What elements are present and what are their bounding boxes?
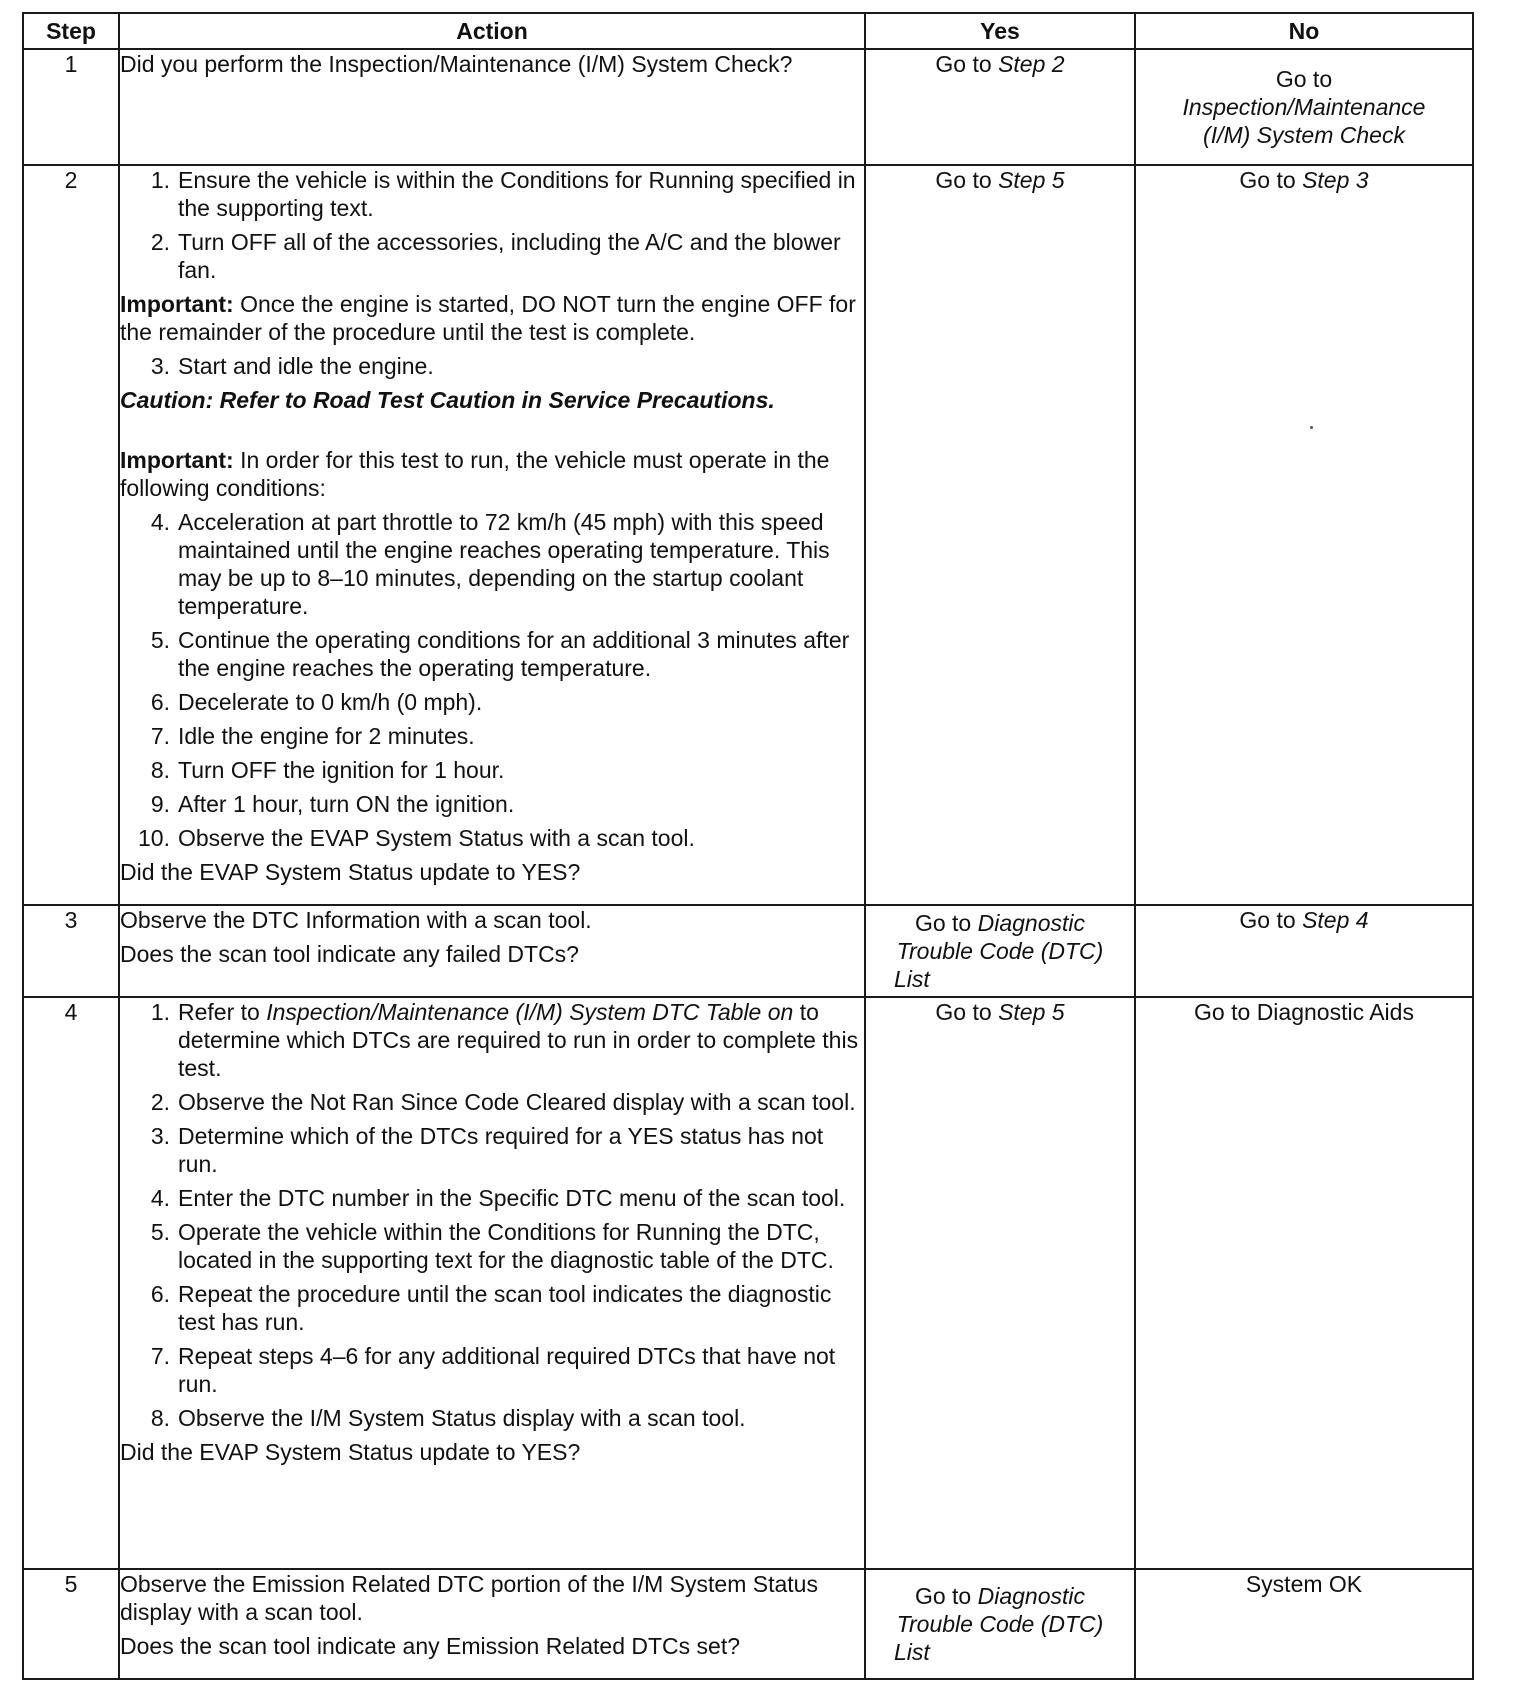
item-text-prefix: Refer to bbox=[178, 999, 267, 1026]
yes-link-line2[interactable]: Trouble Code (DTC) bbox=[896, 1610, 1104, 1637]
table-row bbox=[23, 905, 1473, 997]
no-prefix: Go to bbox=[1239, 907, 1303, 934]
list-item bbox=[120, 1280, 864, 1336]
no-cell bbox=[1135, 165, 1473, 905]
header-row bbox=[23, 13, 1473, 49]
yes-cell bbox=[865, 905, 1135, 997]
caution-note: Caution: Refer to Road Test Caution in Service Precautions. bbox=[120, 387, 775, 414]
yes-prefix: Go to bbox=[935, 51, 999, 77]
item-number: 6. bbox=[150, 689, 170, 716]
item-text: Turn OFF the ignition for 1 hour. bbox=[178, 757, 505, 784]
yes-link-line1[interactable]: Diagnostic bbox=[977, 1582, 1086, 1609]
item-text: Continue the operating conditions for an additional 3 minutes after the engine reaches the operating temperature. bbox=[178, 627, 850, 682]
yes-prefix: Go to bbox=[914, 1582, 978, 1609]
item-text bbox=[178, 998, 864, 1082]
no-link-line1[interactable]: Inspection/Maintenance bbox=[1182, 94, 1426, 121]
item-text: Ensure the vehicle is within the Conditions for Running specified in the supporting text. bbox=[178, 167, 856, 222]
yes-link-line1[interactable]: Diagnostic bbox=[977, 910, 1086, 937]
item-number: 5. bbox=[150, 627, 170, 654]
list-item bbox=[120, 352, 864, 380]
list-item bbox=[120, 824, 864, 852]
list-item bbox=[120, 688, 864, 716]
step-number: 5 bbox=[23, 1569, 119, 1679]
list-item bbox=[120, 1122, 864, 1178]
yes-link-line2[interactable]: Trouble Code (DTC) bbox=[896, 938, 1104, 965]
item-text: Acceleration at part throttle to 72 km/h (45 mph) with this speed maintained until the engine reaches operating temperature. This may be up to 8–10 minutes, depending on the startup coolant temperature. bbox=[178, 509, 830, 620]
no-cell bbox=[1135, 1569, 1473, 1679]
item-number: 4. bbox=[150, 509, 170, 536]
step-number: 2 bbox=[23, 165, 119, 905]
instruction-text: Observe the DTC Information with a scan tool. bbox=[120, 907, 592, 934]
question-text: Does the scan tool indicate any failed DTCs? bbox=[120, 941, 579, 968]
list-item bbox=[120, 1342, 864, 1398]
item-number: 2. bbox=[150, 229, 170, 256]
important-note bbox=[120, 446, 864, 502]
item-number: 7. bbox=[150, 723, 170, 750]
yes-link[interactable]: Step 5 bbox=[998, 999, 1065, 1026]
header-step: Step bbox=[23, 13, 119, 49]
item-text: Operate the vehicle within the Conditions for Running the DTC, located in the supporting text for the diagnostic table of the DTC. bbox=[178, 1219, 834, 1274]
instruction-text: Observe the Emission Related DTC portion of the I/M System Status display with a scan tool. bbox=[120, 1570, 818, 1625]
no-prefix: Go to bbox=[1275, 66, 1333, 93]
question-text: Does the scan tool indicate any Emission Related DTCs set? bbox=[120, 1632, 741, 1659]
item-number: 9. bbox=[150, 791, 170, 818]
procedure-list bbox=[120, 166, 864, 284]
no-cell bbox=[1135, 997, 1473, 1568]
important-label: Important: bbox=[120, 291, 234, 318]
item-text: Decelerate to 0 km/h (0 mph). bbox=[178, 689, 483, 716]
action-cell bbox=[119, 997, 865, 1568]
yes-link[interactable]: Step 2 bbox=[998, 51, 1065, 77]
item-text-suffix: to determine which DTCs are required to run in order to complete this test. bbox=[178, 999, 859, 1082]
list-item bbox=[120, 998, 864, 1082]
list-item bbox=[120, 756, 864, 784]
step-number: 1 bbox=[23, 49, 119, 165]
item-text: After 1 hour, turn ON the ignition. bbox=[178, 791, 515, 818]
no-link[interactable]: Go to Diagnostic Aids bbox=[1194, 999, 1414, 1026]
action-cell bbox=[119, 165, 865, 905]
item-text: Observe the I/M System Status display with a scan tool. bbox=[178, 1405, 746, 1432]
item-number: 8. bbox=[150, 757, 170, 784]
yes-link-line3[interactable]: List bbox=[894, 1638, 930, 1665]
important-note bbox=[120, 290, 864, 346]
item-text: Determine which of the DTCs required for a YES status has not run. bbox=[178, 1123, 824, 1178]
dtc-table-link[interactable]: Inspection/Maintenance (I/M) System DTC Table on bbox=[266, 999, 794, 1026]
list-item bbox=[120, 1184, 864, 1212]
diagnostic-table bbox=[22, 12, 1474, 1680]
no-link[interactable]: Step 4 bbox=[1302, 907, 1369, 934]
header-action: Action bbox=[119, 13, 865, 49]
yes-cell bbox=[865, 165, 1135, 905]
procedure-list bbox=[120, 998, 864, 1432]
item-text: Repeat the procedure until the scan tool indicates the diagnostic test has run. bbox=[178, 1281, 832, 1336]
important-text: Once the engine is started, DO NOT turn the engine OFF for the remainder of the procedure until the test is complete. bbox=[120, 291, 856, 346]
action-cell bbox=[119, 49, 865, 165]
yes-prefix: Go to bbox=[914, 910, 978, 937]
item-number: 5. bbox=[150, 1219, 170, 1246]
no-cell bbox=[1135, 905, 1473, 997]
list-item bbox=[120, 626, 864, 682]
action-cell bbox=[119, 1569, 865, 1679]
yes-prefix: Go to bbox=[935, 167, 999, 194]
yes-link-line3[interactable]: List bbox=[894, 966, 930, 993]
question-text: Did the EVAP System Status update to YES? bbox=[120, 1439, 581, 1466]
step-number: 4 bbox=[23, 997, 119, 1568]
table-row bbox=[23, 1569, 1473, 1679]
no-prefix: Go to bbox=[1239, 167, 1303, 194]
table-row bbox=[23, 49, 1473, 165]
list-item bbox=[120, 228, 864, 284]
item-number: 10. bbox=[138, 825, 170, 852]
question-text: Did the EVAP System Status update to YES? bbox=[120, 859, 581, 886]
diagnostic-table-page bbox=[22, 12, 1472, 1680]
yes-cell bbox=[865, 997, 1135, 1568]
item-number: 8. bbox=[150, 1405, 170, 1432]
list-item bbox=[120, 722, 864, 750]
table-row bbox=[23, 997, 1473, 1568]
item-number: 3. bbox=[150, 1123, 170, 1150]
list-item bbox=[120, 166, 864, 222]
procedure-list bbox=[120, 508, 864, 852]
list-item bbox=[120, 508, 864, 620]
item-text: Turn OFF all of the accessories, including the A/C and the blower fan. bbox=[178, 229, 841, 284]
item-text: Start and idle the engine. bbox=[178, 353, 434, 380]
list-item bbox=[120, 1218, 864, 1274]
yes-prefix: Go to bbox=[935, 999, 999, 1026]
step-number: 3 bbox=[23, 905, 119, 997]
no-cell bbox=[1135, 49, 1473, 165]
item-number: 1. bbox=[150, 167, 170, 194]
item-number: 3. bbox=[150, 353, 170, 380]
no-result: System OK bbox=[1245, 1570, 1363, 1597]
yes-cell bbox=[865, 49, 1135, 165]
item-text: Observe the EVAP System Status with a scan tool. bbox=[178, 825, 695, 852]
yes-link[interactable]: Step 5 bbox=[998, 167, 1065, 194]
item-number: 4. bbox=[150, 1185, 170, 1212]
action-cell bbox=[119, 905, 865, 997]
list-item bbox=[120, 1404, 864, 1432]
item-text: Observe the Not Ran Since Code Cleared display with a scan tool. bbox=[178, 1089, 856, 1116]
item-number: 7. bbox=[150, 1343, 170, 1370]
important-label: Important: bbox=[120, 447, 234, 474]
procedure-list bbox=[120, 352, 864, 380]
no-link-line2[interactable]: (I/M) System Check bbox=[1203, 122, 1405, 149]
item-number: 6. bbox=[150, 1281, 170, 1308]
table-row bbox=[23, 165, 1473, 905]
item-number: 1. bbox=[150, 999, 170, 1026]
item-number: 2. bbox=[150, 1089, 170, 1116]
question-text: Did you perform the Inspection/Maintenance (I/M) System Check? bbox=[120, 51, 793, 77]
header-no: No bbox=[1135, 13, 1473, 49]
no-link[interactable]: Step 3 bbox=[1302, 167, 1369, 194]
important-text: In order for this test to run, the vehicle must operate in the following conditions: bbox=[120, 447, 830, 502]
header-yes: Yes bbox=[865, 13, 1135, 49]
item-text: Idle the engine for 2 minutes. bbox=[178, 723, 475, 750]
list-item bbox=[120, 1088, 864, 1116]
item-text: Enter the DTC number in the Specific DTC menu of the scan tool. bbox=[178, 1185, 846, 1212]
scan-speck bbox=[1310, 426, 1313, 429]
list-item bbox=[120, 790, 864, 818]
yes-cell bbox=[865, 1569, 1135, 1679]
item-text: Repeat steps 4–6 for any additional required DTCs that have not run. bbox=[178, 1343, 836, 1398]
